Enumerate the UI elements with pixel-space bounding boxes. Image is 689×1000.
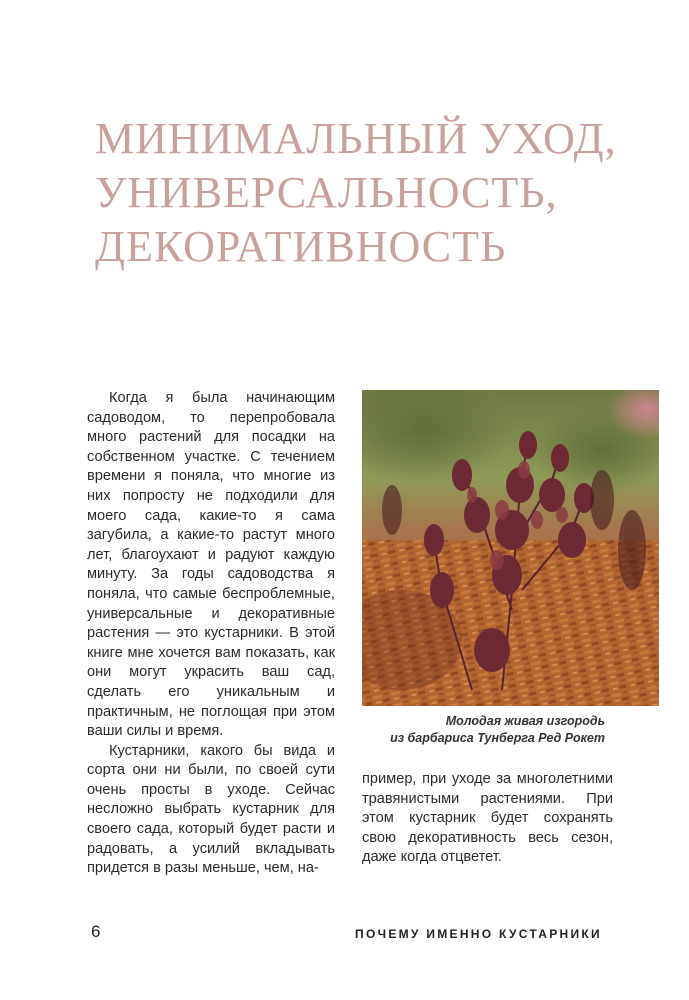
- body-paragraph-continuation: пример, при уходе за многолетними травянистыми растениями. При этом кустарник будет сохранять свою декоративность весь сезон, даже когда отцветет.: [362, 771, 613, 866]
- chapter-title-line-1: МИНИМАЛЬНЫЙ УХОД,: [95, 114, 617, 163]
- body-paragraph-1: Когда я была начинающим садоводом, то перепробовала много растений для посадки на собственном участке. С течением времени я поняла, что многие из них попросту не подходили для моего сада, какие-то я сама загубила, а какие-то растут много лет, благоухают и радуют каждую минуту. За годы садоводства я поняла, что самые беспроблемные, универсальные и декоративные растения — это кустарники. В этой книге мне хочется вам показать, как они могут украсить ваш сад, сделать его уникальным и практичным, не поглощая при этом ваши силы и время.: [87, 390, 335, 740]
- body-text-right-column: [362, 770, 613, 868]
- chapter-title: [95, 112, 655, 274]
- body-paragraph-2: Кустарники, какого бы вида и сорта они ни были, по своей сути очень просты в уходе. Сейчас несложно выбрать кустарник для своего сада, который будет расти и радовать, а усилий вкладывать придется в разы меньше, чем, на-: [87, 742, 335, 877]
- chapter-title-line-3: ДЕКОРАТИВНОСТЬ: [95, 222, 507, 271]
- body-text-left-column: [87, 389, 335, 879]
- photo-caption-line-2: из барбариса Тунберга Ред Рокет: [390, 731, 605, 745]
- chapter-title-line-2: УНИВЕРСАЛЬНОСТЬ,: [95, 168, 558, 217]
- photo-caption: [362, 713, 605, 747]
- photo-caption-line-1: Молодая живая изгородь: [445, 714, 605, 728]
- page-number: 6: [91, 922, 101, 941]
- running-title: ПОЧЕМУ ИМЕННО КУСТАРНИКИ: [355, 927, 602, 941]
- barberry-hedge-photo: [362, 390, 659, 706]
